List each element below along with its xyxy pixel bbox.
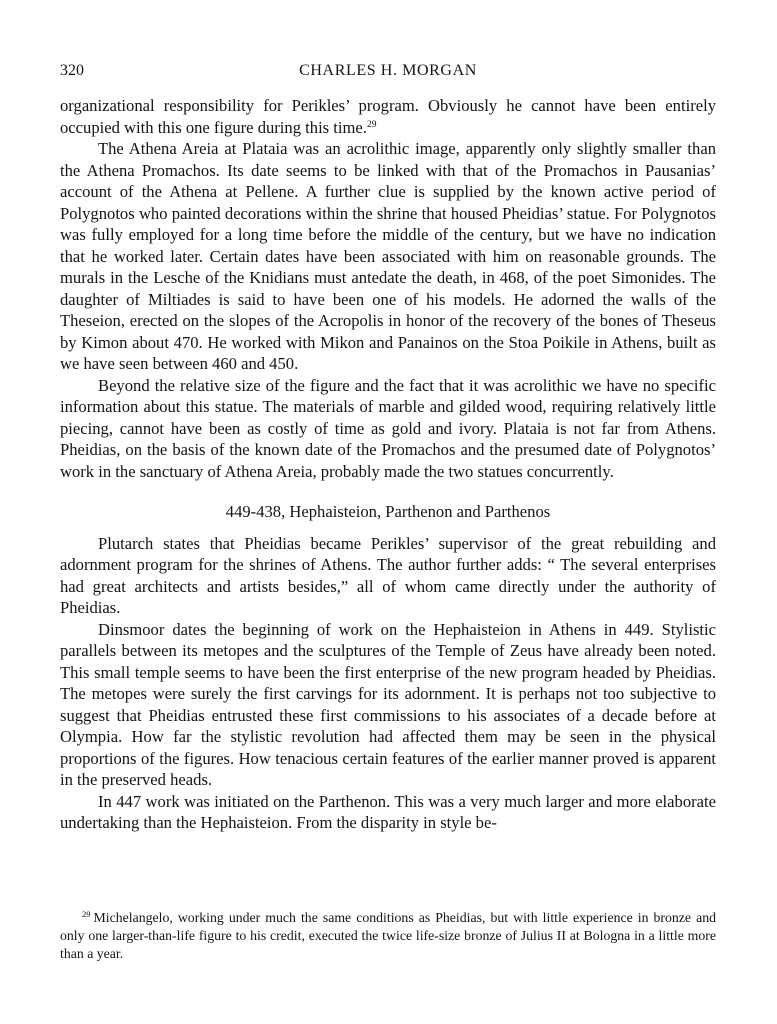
- section-heading: 449-438, Hephaisteion, Parthenon and Parthenos: [225, 502, 551, 521]
- page-header: [60, 62, 716, 84]
- footnote-number: 29: [82, 909, 91, 919]
- page-number: 320: [60, 62, 84, 79]
- footnote-reference: 29: [366, 119, 377, 130]
- body-paragraph: In 447 work was initiated on the Parthenon. This was a very much larger and more elaborate undertaking than the Hephaisteion. From the disparity in style be-: [60, 791, 716, 832]
- footnote-text: Michelangelo, working under much the same conditions as Pheidias, but with little experience in bronze and only one larger-than-life figure to his credit, executed the twice life-size bronze of Julius II at Bologna in a little more than a year.: [60, 910, 716, 961]
- body-paragraph: Plutarch states that Pheidias became Perikles’ supervisor of the great rebuilding and adornment program for the shrines of Athens. The author further adds: “ The several enterprises had great architects and artists besides,” all of whom came directly under the authority of Pheidias.: [60, 533, 716, 617]
- body-paragraph: [60, 95, 716, 138]
- footnote: [60, 909, 716, 963]
- running-head: CHARLES H. MORGAN: [299, 62, 477, 79]
- body-text: [60, 95, 716, 834]
- body-paragraph: The Athena Areia at Plataia was an acrolithic image, apparently only slightly smaller than the Athena Promachos. Its date seems to be linked with that of the Promachos in Pausanias’ account of the Athena at Pellene. A further clue is supplied by the known active period of Polygnotos who painted decorations within the shrine that housed Pheidias’ statue. For Polygnotos was fully employed for a long time before the middle of the century, but we have no indication that he worked later. Certain dates have been associated with him on reasonable grounds. The murals in the Lesche of the Knidians must antedate the death, in 468, of the poet Simonides. The daughter of Miltiades is said to have been one of his models. He adorned the walls of the Theseion, erected on the slopes of the Acropolis in honor of the recovery of the bones of Theseus by Kimon about 470. He worked with Mikon and Panainos on the Stoa Poikile in Athens, built as we have seen between 460 and 450.: [60, 139, 716, 373]
- body-paragraph: Beyond the relative size of the figure and the fact that it was acrolithic we have no specific information about this statue. The materials of marble and gilded wood, requiring relatively little piecing, cannot have been as costly of time as gold and ivory. Plataia is not far from Athens. Pheidias, on the basis of the known date of the Promachos and the presumed date of Polygnotos’ work in the sanctuary of Athena Areia, probably made the two statues concurrently.: [60, 375, 716, 481]
- paragraph-text: organizational responsibility for Perikles’ program. Obviously he cannot have been entirely occupied with this one figure during this time.: [60, 96, 716, 137]
- body-paragraph: Dinsmoor dates the beginning of work on the Hephaisteion in Athens in 449. Stylistic parallels between its metopes and the sculptures of the Temple of Zeus have already been noted. This small temple seems to have been the first enterprise of the new program headed by Pheidias. The metopes were surely the first carvings for its adornment. It is perhaps not too subjective to suggest that Pheidias entrusted these first commissions to his associates of a decade before at Olympia. How far the stylistic revolution had affected them may be seen in the physical proportions of the figures. How tenacious certain features of the earlier manner proved is apparent in the preserved heads.: [60, 619, 716, 789]
- footnotes: [60, 909, 716, 963]
